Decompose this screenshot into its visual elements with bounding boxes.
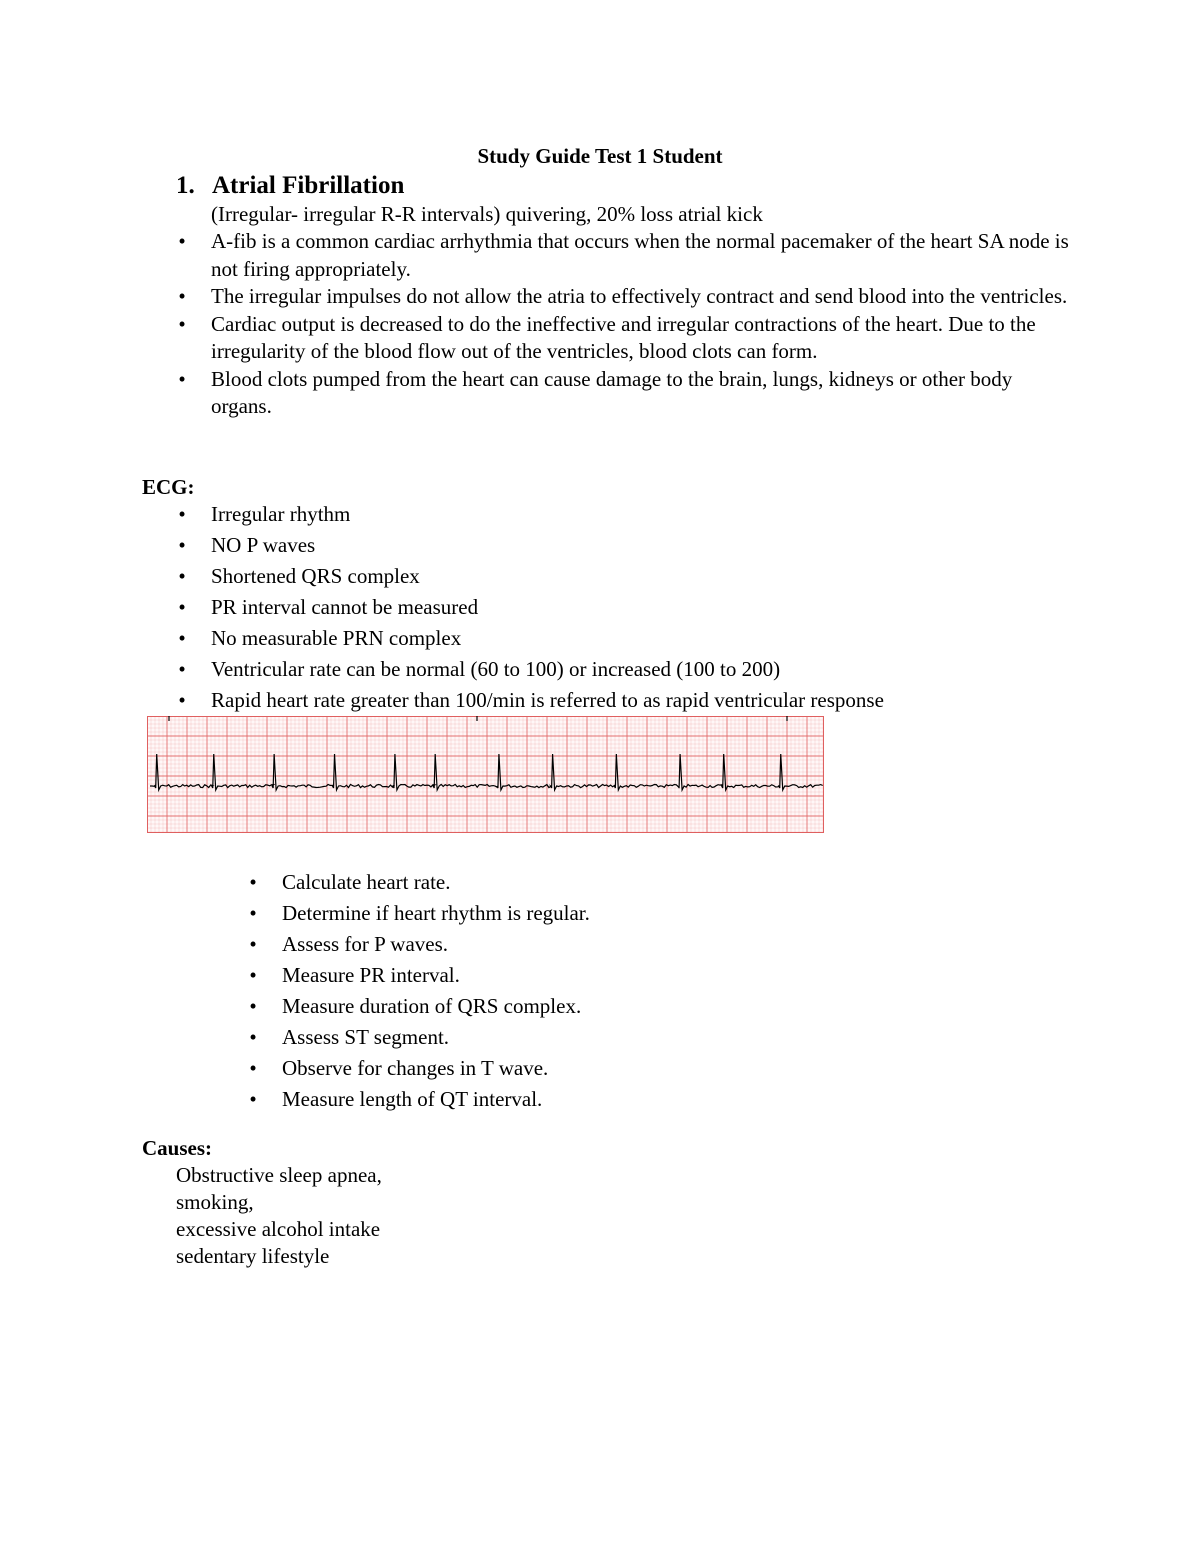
ecg-label: ECG:: [142, 475, 195, 499]
ecg-grid: [147, 716, 824, 833]
bullet-icon: •: [178, 284, 186, 308]
bullet-icon: •: [178, 366, 186, 391]
section-heading: [176, 170, 404, 202]
description-list: [176, 228, 1076, 421]
bullet-icon: •: [178, 229, 186, 253]
bullet-icon: •: [249, 870, 257, 894]
document-title: Study Guide Test 1 Student: [477, 144, 723, 168]
causes-list: [176, 1162, 382, 1270]
bullet-icon: •: [178, 311, 186, 336]
list-item: • PR interval cannot be measured: [176, 592, 884, 623]
ecg-strip-frame: [147, 716, 824, 833]
list-item: • Assess for P waves.: [247, 929, 590, 960]
list-item: • Measure PR interval.: [247, 960, 590, 991]
bullet-icon: •: [249, 1025, 257, 1049]
list-item: • Assess ST segment.: [247, 1022, 590, 1053]
bullet-icon: •: [178, 626, 186, 650]
bullet-icon: •: [249, 901, 257, 925]
section-title: Atrial Fibrillation: [212, 172, 405, 199]
list-item: excessive alcohol intake: [176, 1217, 381, 1241]
bullet-icon: •: [178, 657, 186, 681]
ecg-strip-image: [147, 716, 824, 833]
bullet-icon: •: [249, 1087, 257, 1111]
bullet-icon: •: [249, 963, 257, 987]
list-item: smoking,: [176, 1190, 254, 1214]
section-lead: (Irregular- irregular R-R intervals) quivering, 20% loss atrial kick: [211, 202, 763, 226]
list-item: • Cardiac output is decreased to do the ineffective and irregular contractions of the heart. Due to the irregularity of the blood flow out of the ventricles, blood clots can form.: [176, 311, 1076, 366]
bullet-icon: •: [249, 932, 257, 956]
list-item: Obstructive sleep apnea,: [176, 1163, 382, 1187]
bullet-icon: •: [178, 688, 186, 712]
bullet-icon: •: [178, 502, 186, 526]
list-item: • Observe for changes in T wave.: [247, 1053, 590, 1084]
analysis-steps-list: [247, 867, 590, 1115]
list-item: • Calculate heart rate.: [247, 867, 590, 898]
list-item: • Blood clots pumped from the heart can cause damage to the brain, lungs, kidneys or other body organs.: [176, 366, 1076, 421]
bullet-icon: •: [249, 994, 257, 1018]
list-item: • A-fib is a common cardiac arrhythmia that occurs when the normal pacemaker of the heart SA node is not firing appropriately.: [176, 228, 1076, 283]
list-item: • Rapid heart rate greater than 100/min is referred to as rapid ventricular response: [176, 685, 884, 716]
bullet-icon: •: [249, 1056, 257, 1080]
list-item: • Determine if heart rhythm is regular.: [247, 898, 590, 929]
bullet-icon: •: [178, 533, 186, 557]
list-item: • No measurable PRN complex: [176, 623, 884, 654]
list-item: • Shortened QRS complex: [176, 561, 884, 592]
bullet-icon: •: [178, 564, 186, 588]
list-item: • Measure duration of QRS complex.: [247, 991, 590, 1022]
list-item: sedentary lifestyle: [176, 1244, 330, 1268]
ecg-findings-list: [176, 499, 884, 716]
list-item: • Ventricular rate can be normal (60 to 100) or increased (100 to 200): [176, 654, 884, 685]
causes-label: Causes:: [142, 1136, 213, 1160]
list-item: • NO P waves: [176, 530, 884, 561]
list-item: • Irregular rhythm: [176, 499, 884, 530]
section-number: 1.: [176, 172, 195, 199]
list-item: • The irregular impulses do not allow the atria to effectively contract and send blood into the ventricles.: [176, 283, 1076, 311]
list-item: • Measure length of QT interval.: [247, 1084, 590, 1115]
bullet-icon: •: [178, 595, 186, 619]
